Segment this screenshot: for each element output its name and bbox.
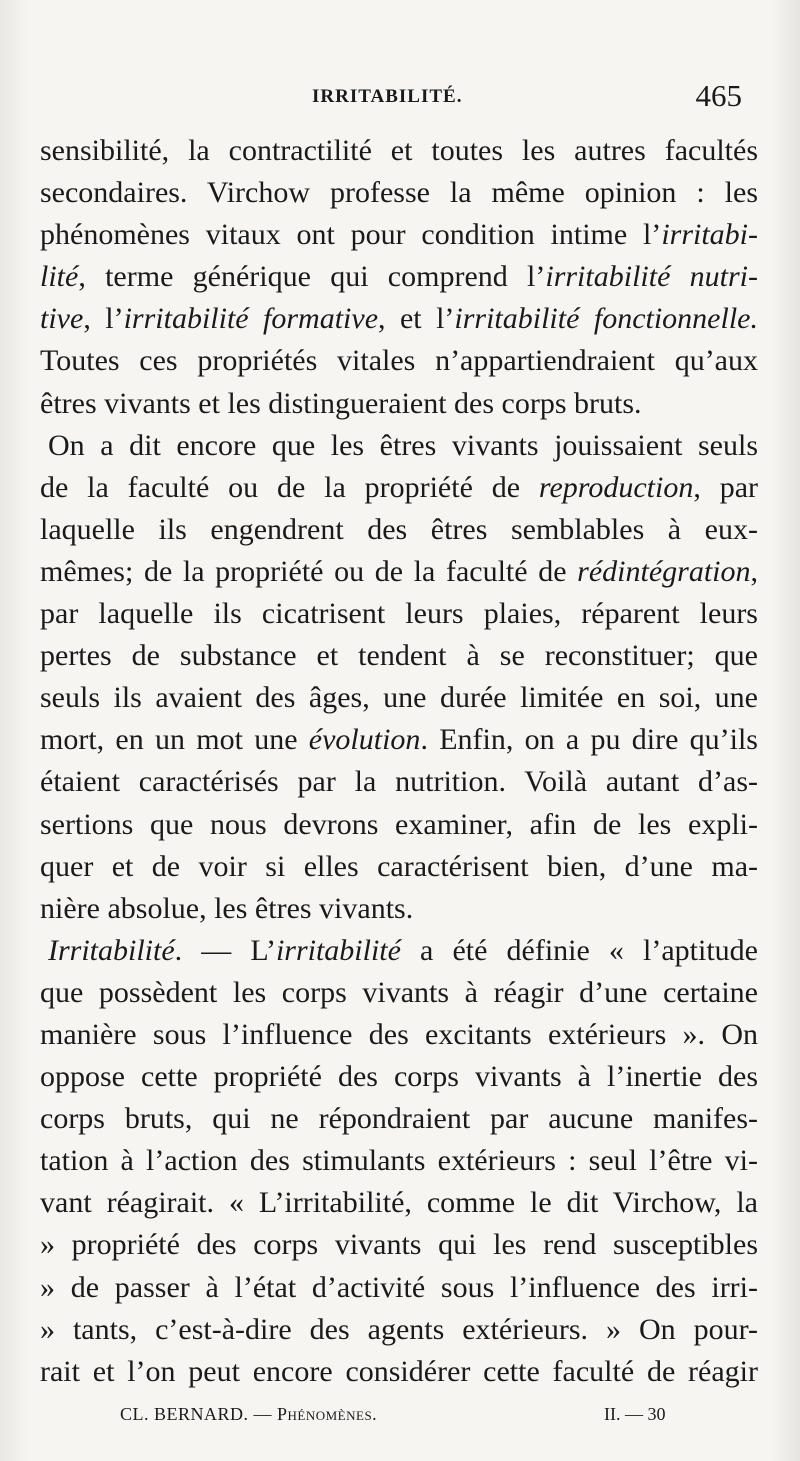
text-line bbox=[40, 383, 758, 425]
text-segment: êtres vivants et les distingueraient des corps bruts. bbox=[40, 386, 642, 420]
text-segment: vant réagirait. « L’irritabilité, comme le dit Virchow, la bbox=[40, 1186, 758, 1220]
page-footer bbox=[0, 1400, 800, 1430]
text-line bbox=[40, 1224, 758, 1266]
text-segment: mort, en un mot une bbox=[40, 723, 309, 757]
text-segment: seuls ils avaient des âges, une durée limitée en soi, une bbox=[40, 681, 758, 715]
text-segment: Toutes ces propriétés vitales n’appartiendraient qu’aux bbox=[40, 344, 758, 378]
italic-segment: irritabilité fonctionnelle. bbox=[454, 302, 758, 336]
text-segment: , l’ bbox=[83, 302, 124, 336]
text-segment: , et l’ bbox=[378, 302, 455, 336]
text-line bbox=[40, 1267, 758, 1309]
text-line bbox=[40, 425, 758, 467]
italic-segment: reproduction bbox=[538, 470, 694, 504]
italic-segment: lité bbox=[40, 260, 79, 294]
text-segment: que possèdent les corps vivants à réagir d’une certaine bbox=[40, 975, 758, 1009]
text-segment: . — L’ bbox=[174, 933, 276, 967]
text-line bbox=[40, 719, 758, 761]
text-segment: par laquelle ils cicatrisent leurs plaies, réparent leurs bbox=[40, 597, 758, 631]
text-line bbox=[40, 677, 758, 719]
text-segment: » propriété des corps vivants qui les rend susceptibles bbox=[40, 1228, 758, 1262]
body-text bbox=[40, 130, 758, 1393]
italic-segment: irritabi- bbox=[661, 218, 758, 252]
italic-segment: irritabilité formative bbox=[123, 302, 379, 336]
text-line bbox=[40, 130, 758, 172]
text-segment: laquelle ils engendrent des êtres semblables à eux- bbox=[40, 512, 758, 546]
text-line bbox=[40, 551, 758, 593]
text-segment: a été définie « l’aptitude bbox=[400, 933, 758, 967]
text-segment: sertions que nous devrons examiner, afin de les expli- bbox=[40, 807, 758, 841]
text-segment: sensibilité, la contractilité et toutes les autres facultés bbox=[40, 134, 758, 167]
text-segment: On a dit encore que les êtres vivants jouissaient seuls bbox=[48, 428, 758, 462]
italic-segment: Irritabilité bbox=[48, 933, 175, 967]
footer-signature: CL. BERNARD. — Phénomènes. bbox=[120, 1404, 378, 1424]
text-line bbox=[40, 1056, 758, 1098]
italic-segment: évolution bbox=[308, 723, 421, 757]
text-line bbox=[40, 635, 758, 677]
page-number: 465 bbox=[695, 78, 742, 113]
text-segment: . Enfin, on a pu dire qu’ils bbox=[420, 723, 758, 757]
text-line bbox=[40, 888, 758, 930]
text-segment: corps bruts, qui ne répondraient par aucune manifes- bbox=[40, 1102, 758, 1136]
text-line bbox=[40, 509, 758, 551]
text-line bbox=[40, 1309, 758, 1351]
footer-sheet-mark: II. — 30 bbox=[604, 1404, 666, 1424]
text-segment: , par bbox=[693, 470, 758, 504]
text-line bbox=[40, 972, 758, 1014]
page-header bbox=[0, 78, 800, 118]
italic-segment: irritabilité nutri- bbox=[545, 260, 758, 294]
text-segment: de la faculté ou de la propriété de bbox=[40, 470, 539, 504]
text-segment: » de passer à l’état d’activité sous l’influence des irri- bbox=[40, 1270, 758, 1304]
italic-segment: tive bbox=[40, 302, 84, 336]
text-segment: secondaires. Virchow professe la même opinion : les bbox=[40, 176, 758, 210]
text-segment: » tants, c’est-à-dire des agents extérieurs. » On pour- bbox=[40, 1312, 758, 1346]
text-line bbox=[40, 467, 758, 509]
italic-segment: irritabilité bbox=[275, 933, 401, 967]
text-segment: manière sous l’influence des excitants extérieurs ». On bbox=[40, 1017, 758, 1051]
text-line bbox=[40, 930, 758, 972]
text-segment: phénomènes vitaux ont pour condition intime l’ bbox=[40, 218, 662, 252]
text-segment: quer et de voir si elles caractérisent bien, d’une ma- bbox=[40, 849, 758, 883]
text-segment: pertes de substance et tendent à se reconstituer; que bbox=[40, 639, 758, 673]
text-segment: étaient caractérisés par la nutrition. Voilà autant d’as- bbox=[40, 765, 758, 799]
text-line bbox=[40, 340, 758, 382]
text-line bbox=[40, 846, 758, 888]
text-line bbox=[40, 1140, 758, 1182]
text-line bbox=[40, 761, 758, 803]
text-segment: nière absolue, les êtres vivants. bbox=[40, 891, 414, 925]
text-line bbox=[40, 1014, 758, 1056]
text-segment: rait et l’on peut encore considérer cette faculté de réagir bbox=[40, 1354, 758, 1388]
text-segment: , bbox=[750, 554, 758, 588]
text-line bbox=[40, 256, 758, 298]
text-segment: tation à l’action des stimulants extérieurs : seul l’être vi- bbox=[40, 1144, 758, 1178]
running-title: IRRITABILITÉ. bbox=[312, 86, 463, 107]
text-line bbox=[40, 172, 758, 214]
text-line bbox=[40, 298, 758, 340]
text-line bbox=[40, 1098, 758, 1140]
text-line bbox=[40, 214, 758, 256]
text-segment: mêmes; de la propriété ou de la faculté de bbox=[40, 554, 578, 588]
text-line bbox=[40, 1351, 758, 1393]
text-segment: , terme générique qui comprend l’ bbox=[78, 260, 546, 294]
text-line bbox=[40, 1182, 758, 1224]
text-segment: oppose cette propriété des corps vivants à l’inertie des bbox=[40, 1060, 758, 1094]
italic-segment: rédintégration bbox=[577, 554, 751, 588]
text-line bbox=[40, 804, 758, 846]
text-line bbox=[40, 593, 758, 635]
